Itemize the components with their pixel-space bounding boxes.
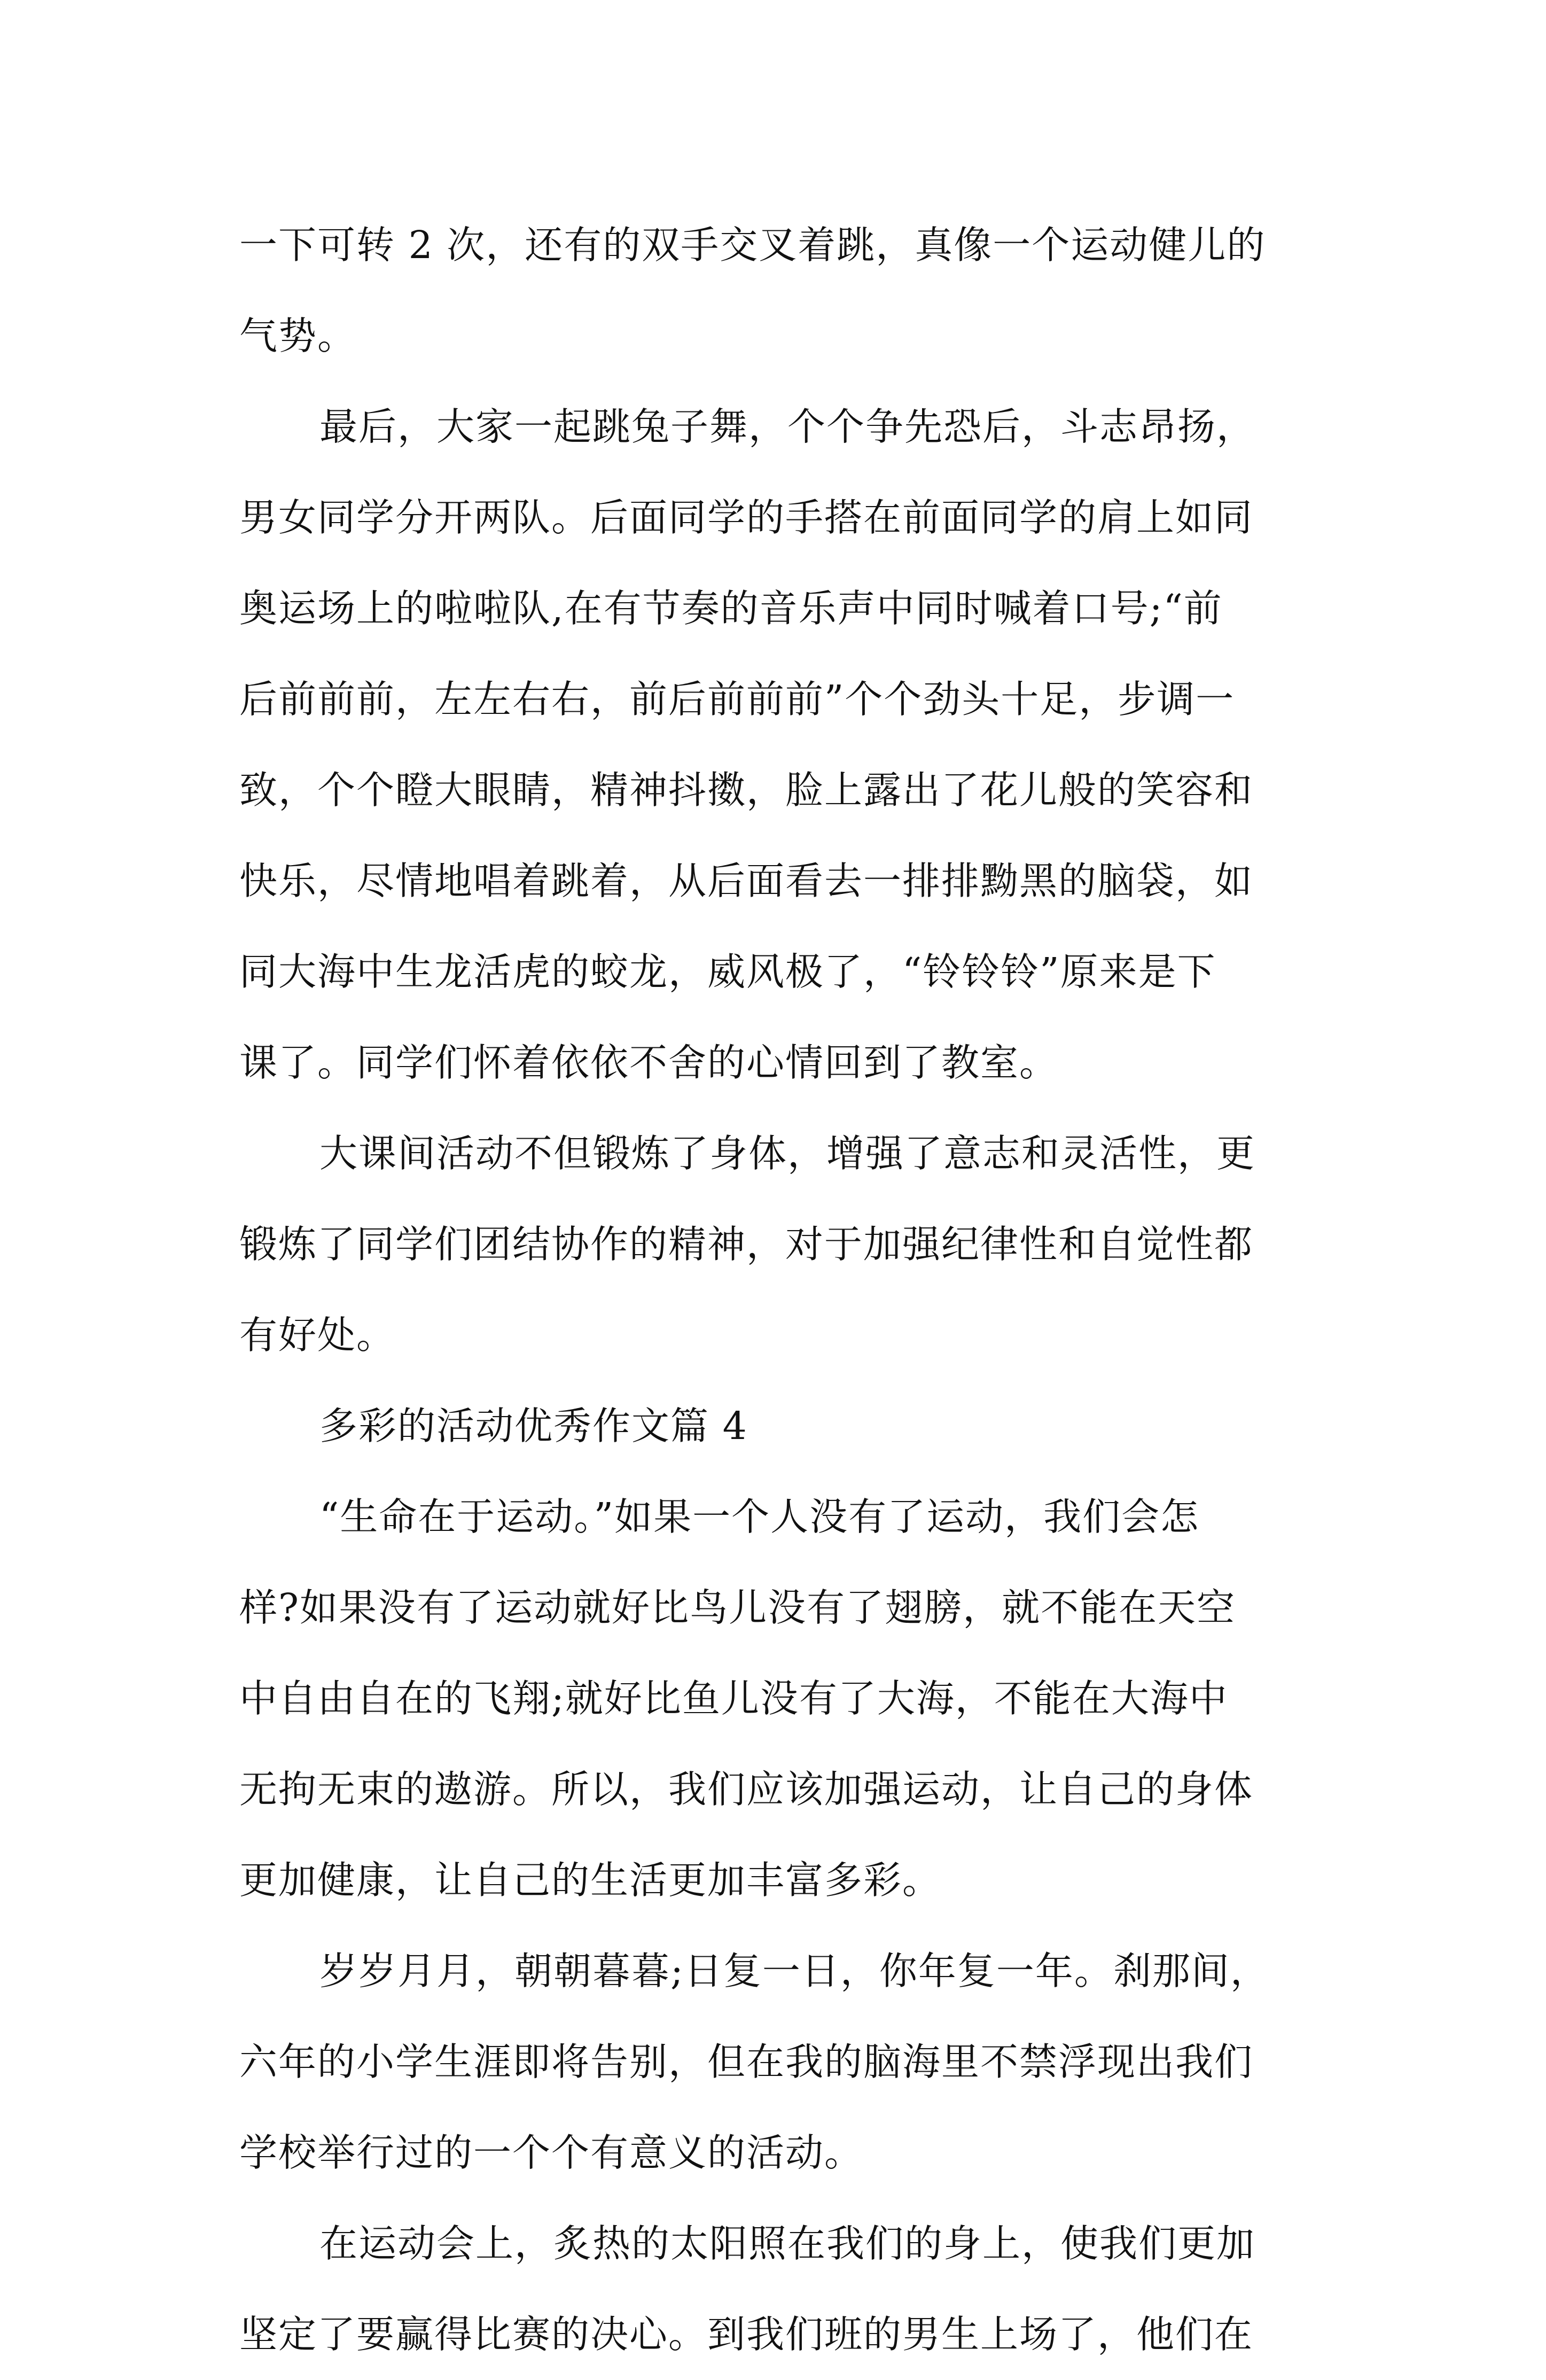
paragraph-start-line: 在运动会上，炙热的太阳照在我们的身上，使我们更加 bbox=[319, 2221, 1256, 2266]
text-line: 中自由自在的飞翔;就好比鱼儿没有了大海，不能在大海中 bbox=[239, 1676, 1228, 1721]
text-line: 有好处。 bbox=[239, 1313, 396, 1357]
text-line: 课了。同学们怀着依依不舍的心情回到了教室。 bbox=[239, 1040, 1059, 1085]
text-line: 无拘无束的遨游。所以，我们应该加强运动，让自己的身体 bbox=[239, 1767, 1254, 1811]
text-line: 学校举行过的一个个有意义的活动。 bbox=[239, 2130, 864, 2175]
paragraph-start-line: 岁岁月月，朝朝暮暮;日复一日，你年复一年。刹那间， bbox=[319, 1949, 1269, 1993]
text-line: 气势。 bbox=[239, 314, 357, 358]
text-line: 男女同学分开两队。后面同学的手搭在前面同学的肩上如同 bbox=[239, 495, 1254, 540]
text-line: 六年的小学生涯即将告别，但在我的脑海里不禁浮现出我们 bbox=[239, 2040, 1254, 2084]
text-line: 更加健康，让自己的生活更加丰富多彩。 bbox=[239, 1858, 942, 1902]
text-line: 后前前前，左左右右，前后前前前”个个劲头十足，步调一 bbox=[239, 677, 1235, 721]
text-line: 快乐，尽情地唱着跳着，从后面看去一排排黝黑的脑袋，如 bbox=[239, 859, 1254, 903]
paragraph-start-line: 大课间活动不但锻炼了身体，增强了意志和灵活性，更 bbox=[319, 1131, 1256, 1176]
text-line: 同大海中生龙活虎的蛟龙，威风极了，“铃铃铃”原来是下 bbox=[239, 950, 1216, 994]
document-body bbox=[239, 200, 1318, 2380]
text-line: 奥运场上的啦啦队,在有节奏的音乐声中同时喊着口号;“前 bbox=[239, 586, 1223, 631]
text-line: 锻炼了同学们团结协作的精神，对于加强纪律性和自觉性都 bbox=[239, 1222, 1254, 1266]
text-line: 致，个个瞪大眼睛，精神抖擞，脸上露出了花儿般的笑容和 bbox=[239, 768, 1254, 812]
text-line: 样?如果没有了运动就好比鸟儿没有了翅膀，就不能在天空 bbox=[239, 1585, 1236, 1630]
text-line: 坚定了要赢得比赛的决心。到我们班的男生上场了，他们在 bbox=[239, 2312, 1254, 2356]
paragraph-start-line: 最后，大家一起跳兔子舞，个个争先恐后，斗志昂扬， bbox=[319, 405, 1256, 449]
text-line: 一下可转 2 次，还有的双手交叉着跳，真像一个运动健儿的 bbox=[239, 223, 1266, 267]
section-heading: 多彩的活动优秀作文篇 4 bbox=[319, 1404, 748, 1448]
paragraph-start-line: “生命在于运动。”如果一个人没有了运动，我们会怎 bbox=[319, 1495, 1200, 1539]
